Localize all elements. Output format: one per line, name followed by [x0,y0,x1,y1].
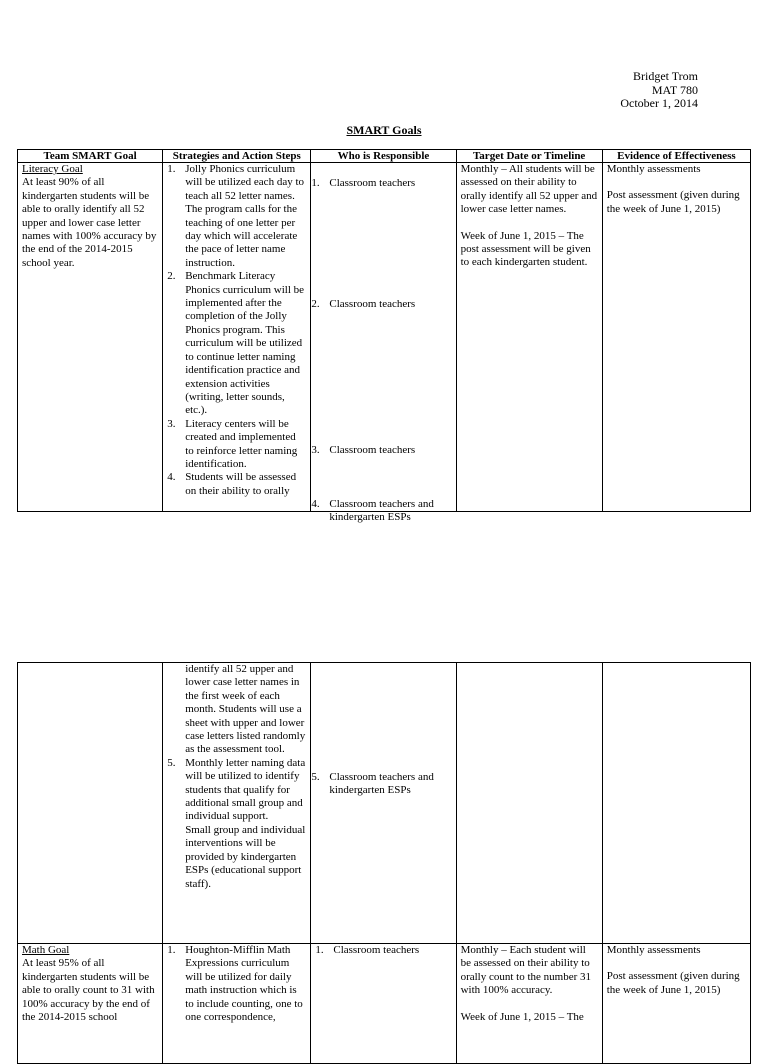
literacy-timeline-post: Week of June 1, 2015 – The post assessment will be given to each kindergarten student. [460,229,591,269]
step-text: Literacy centers will be created and implemented to reinforce letter naming identification. [185,417,298,470]
math-responsible-cell [311,944,456,1064]
responsible-text: Classroom teachers [329,444,416,456]
math-goal-cell [18,944,163,1064]
responsible-text: Classroom teachers [329,298,416,310]
math-evidence-cell [602,944,750,1064]
list-item [311,298,455,311]
responsible-number: 1. [311,177,320,189]
step-text: Jolly Phonics curriculum will be utilized each day to teach all 52 letter names. The program calls for the teaching of one letter per day which will accelerate the pace of letter name instruction. [185,163,305,269]
step5-extra: Small group and individual interventions will be provided by kindergarten ESPs (educational support staff). [185,823,306,890]
literacy-timeline-cell [456,163,602,512]
list-item [311,498,455,525]
responsible-text: Classroom teachers and kindergarten ESPs [329,498,434,524]
page-title: SMART Goals [346,123,422,137]
list-item [311,177,455,190]
math-strategies-list [167,944,306,1024]
column-header-strategies: Strategies and Action Steps [163,150,311,163]
step-text: Houghton-Mifflin Math Expressions curriculum will be utilized for daily math instruction which is to include counting, one to one correspondence, [185,944,303,1024]
list-item [167,163,306,270]
literacy-evidence-cell-continued [602,663,750,944]
literacy-goal-cell [18,163,163,512]
math-strategies-cell [163,944,311,1064]
math-timeline-cell [456,944,602,1064]
responsible-number: 4. [311,498,320,510]
literacy-timeline-cell-continued [456,663,602,944]
literacy-goal-text: At least 90% of all kindergarten students will be able to orally identify all 52 upper and lower case letter names with 100% accuracy by the end of the 2014-2015 school year. [22,176,157,269]
responsible-number: 5. [311,771,320,783]
math-evidence-post: Post assessment (given during the week of June 1, 2015) [606,970,740,996]
list-item [167,418,306,472]
responsible-number: 2. [311,298,320,310]
literacy-evidence-cell [602,163,750,512]
literacy-strategies-cell [163,163,311,512]
literacy-goal-label: Literacy Goal [22,163,83,175]
step-text: Students will be assessed on their ability to orally [185,471,297,497]
step-number: 3. [167,417,176,430]
literacy-strategies-cell-continued [163,663,311,944]
author-name: Bridget Trom [632,69,698,83]
document-date: October 1, 2014 [620,96,698,110]
list-item [311,771,455,798]
table-row-literacy [18,163,751,512]
list-item [167,757,306,824]
literacy-evidence-post: Post assessment (given during the week of June 1, 2015) [606,189,740,215]
responsible-number: 1. [315,944,324,956]
list-item [167,270,306,417]
step-text: Monthly letter naming data will be utilized to identify students that qualify for additional small group and individual support. [185,756,306,823]
step-number: 4. [167,471,176,484]
responsible-text: Classroom teachers [329,177,416,189]
math-goal-text: At least 95% of all kindergarten students will be able to orally count to 31 with 100% accuracy by the end of the 2014-2015 school [22,957,155,1024]
literacy-strategies-list-continued [167,757,306,824]
column-header-goal: Team SMART Goal [18,150,163,163]
responsible-number: 3. [311,444,320,456]
smart-goals-table-page1 [17,149,751,524]
step-number: 5. [167,756,176,769]
step-number: 1. [167,944,176,956]
table-row-literacy-continued [18,663,751,944]
literacy-strategies-list [167,163,306,498]
math-timeline-monthly: Monthly – Each student will be assessed on their ability to orally count to the number 31 with 100% accuracy. [460,944,592,997]
list-item [167,471,306,498]
step-text: Benchmark Literacy Phonics curriculum will be implemented after the completion of the Jolly Phonics program. This curriculum will be utilized to continue letter naming identification practice and extension activities (writing, letter sounds, etc.). [185,270,305,417]
list-item [167,944,306,1024]
literacy-goal-cell-continued [18,663,163,944]
responsible-text: Classroom teachers and kindergarten ESPs [329,771,434,797]
author-header [620,70,698,111]
step-number: 1. [167,163,176,175]
column-header-timeline: Target Date or Timeline [456,150,602,163]
literacy-responsible-cell [311,163,456,524]
math-timeline-post: Week of June 1, 2015 – The [460,1010,584,1023]
math-goal-label: Math Goal [22,944,70,956]
step-number: 2. [167,270,176,283]
list-item [311,444,455,457]
literacy-timeline-monthly: Monthly – All students will be assessed on their ability to orally identify all 52 upper and lower case letter names. [460,163,598,216]
course-code: MAT 780 [651,82,698,97]
literacy-responsible-cell-continued [311,663,456,944]
list-item [315,944,451,957]
step4-continuation: identify all 52 upper and lower case letter names in the first week of each month. Students will use a sheet with upper and lower case letters listed randomly as the assessment tool. [185,663,306,756]
responsible-text: Classroom teachers [333,944,420,956]
literacy-evidence-monthly: Monthly assessments [606,163,701,175]
table-row-math [18,944,751,1064]
column-header-responsible: Who is Responsible [311,150,456,163]
smart-goals-table-page2 [17,662,751,1064]
math-evidence-monthly: Monthly assessments [606,944,701,956]
table-header-row [18,150,751,163]
column-header-evidence: Evidence of Effectiveness [602,150,750,163]
